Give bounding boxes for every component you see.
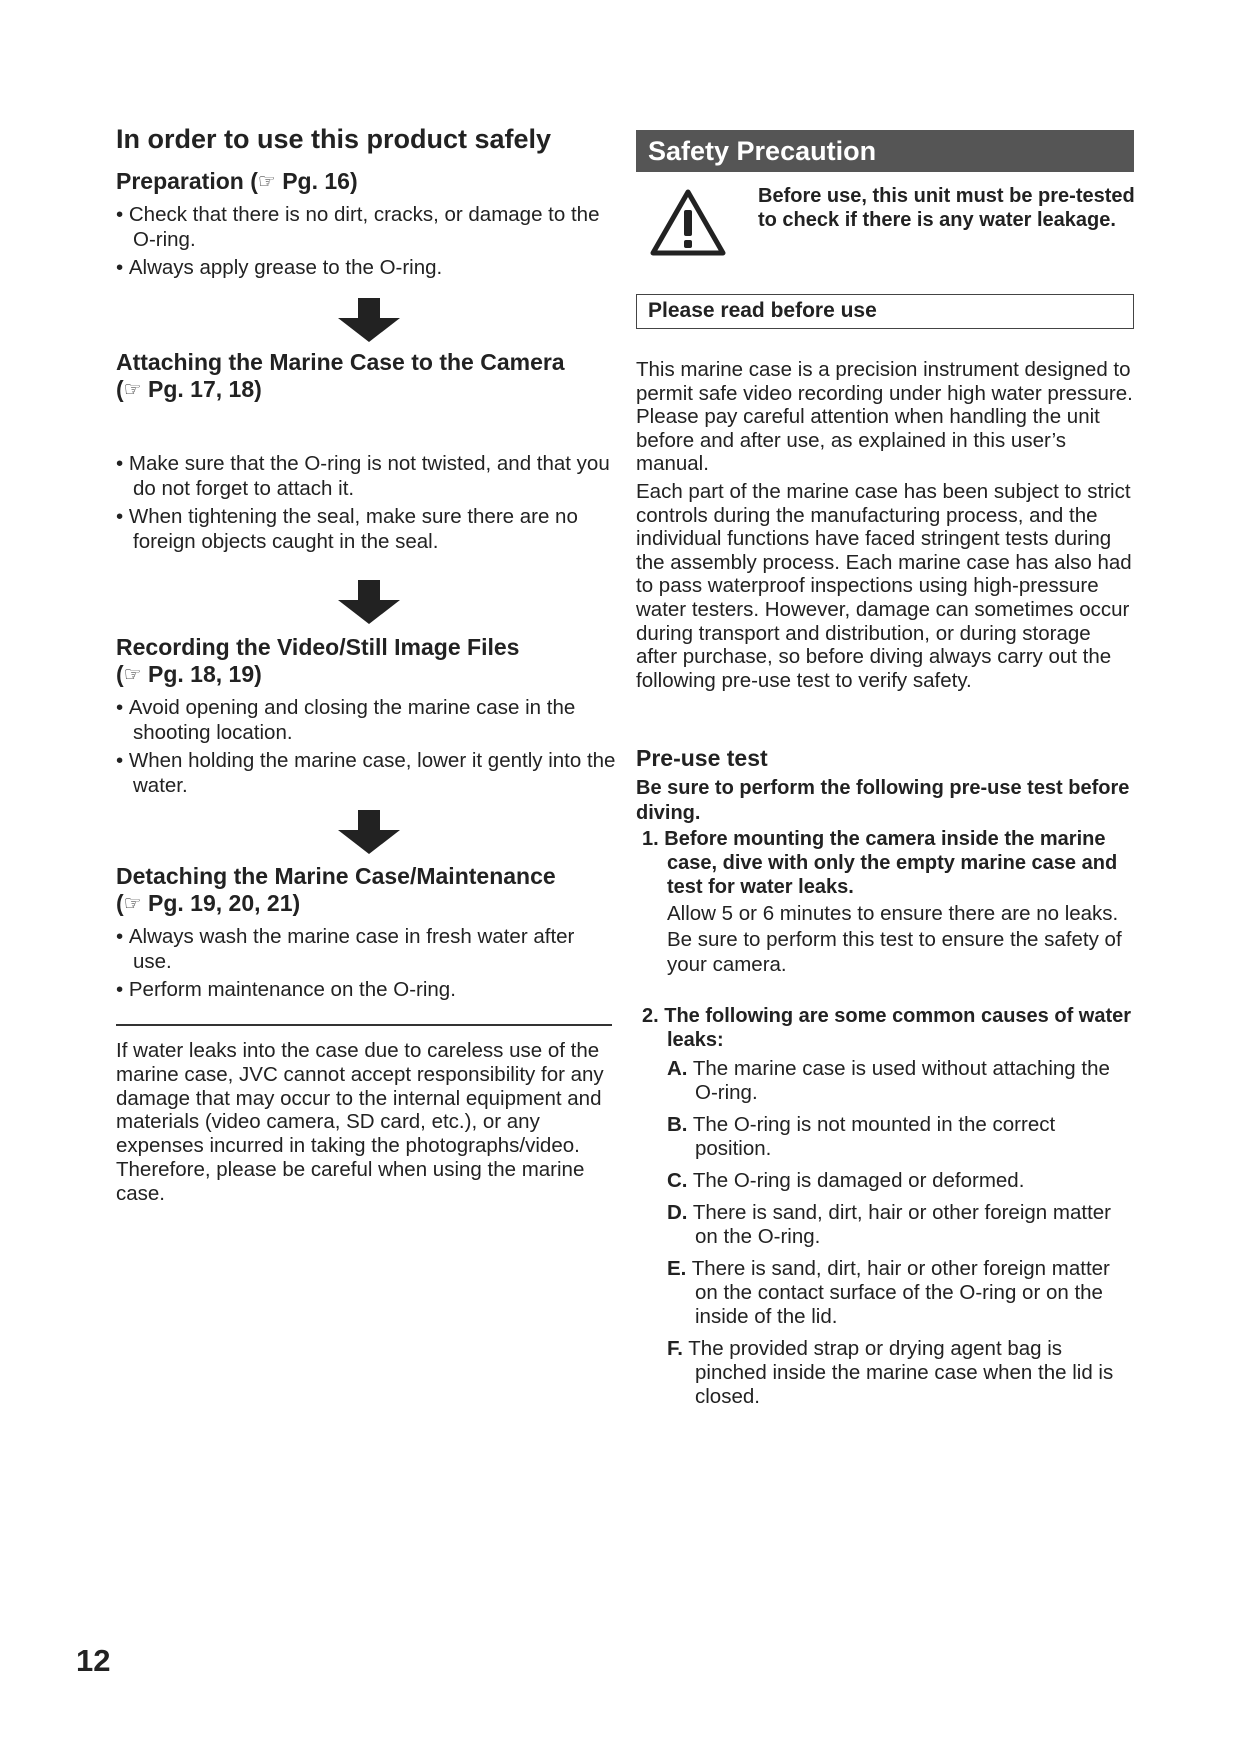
cause-text: There is sand, dirt, hair or other foreign matter on the contact surface of the O-ring or on the inside of the lid. bbox=[691, 1257, 1110, 1328]
numbered-item-head bbox=[642, 1004, 1134, 1052]
item-number: 2. bbox=[642, 1005, 659, 1027]
step-ref-line: (☞ Pg. 19, 20, 21) bbox=[116, 890, 301, 916]
numbered-item-body bbox=[642, 901, 1134, 977]
warning-text: Before use, this unit must be pre-tested to check if there is any water leakage. bbox=[758, 185, 1135, 231]
cause-letter: A. bbox=[667, 1057, 688, 1080]
down-arrow-icon bbox=[336, 298, 402, 342]
step-title: Preparation (☞ Pg. 16) bbox=[116, 168, 358, 194]
cause-text: The O-ring is damaged or deformed. bbox=[692, 1169, 1025, 1192]
cause-text: There is sand, dirt, hair or other foreign matter on the O-ring. bbox=[692, 1201, 1111, 1248]
intro-paragraph: This marine case is a precision instrument designed to permit safe video recording under high water pressure. Please pay careful attention when handling the unit before and after use, as explained in this user’s manual. bbox=[636, 358, 1133, 476]
item-head-text: The following are some common causes of water leaks: bbox=[664, 1005, 1132, 1051]
step-title bbox=[116, 863, 616, 890]
step-detaching bbox=[116, 863, 616, 1005]
down-arrow-icon bbox=[336, 580, 402, 624]
bullet-item: • Make sure that the O-ring is not twisted, and that you do not forget to attach it. bbox=[116, 451, 616, 501]
please-read-box: Please read before use bbox=[636, 294, 1134, 329]
cause-text: The provided strap or drying agent bag is pinched inside the marine case when the lid is closed. bbox=[688, 1337, 1114, 1408]
bullet-item: • Avoid opening and closing the marine case in the shooting location. bbox=[116, 695, 616, 745]
cause-text: The marine case is used without attaching the O-ring. bbox=[692, 1057, 1110, 1104]
bullet-item: • Always apply grease to the O-ring. bbox=[116, 255, 616, 280]
step-title bbox=[116, 634, 616, 661]
preuse-heading: Pre-use test bbox=[636, 745, 768, 771]
step-title-text: Preparation bbox=[116, 168, 244, 194]
step-ref-line: (☞ Pg. 17, 18) bbox=[116, 376, 262, 402]
item-number: 1. bbox=[642, 828, 659, 850]
cause-item bbox=[667, 1169, 1137, 1193]
numbered-item-2 bbox=[642, 1004, 1134, 1052]
cause-letter: E. bbox=[667, 1257, 687, 1280]
item-head-text: Before mounting the camera inside the marine case, dive with only the empty marine case and test for water leaks. bbox=[664, 828, 1118, 898]
step-ref: Pg. 18, 19 bbox=[148, 661, 255, 687]
cause-letter: C. bbox=[667, 1169, 688, 1192]
causes-list bbox=[667, 1057, 1137, 1417]
step-bullets bbox=[116, 451, 616, 554]
preuse-lead: Be sure to perform the following pre-use test before diving. bbox=[636, 777, 1130, 824]
cause-letter: B. bbox=[667, 1113, 688, 1136]
hand-pointer-icon: ☞ bbox=[257, 171, 276, 193]
step-ref: Pg. 16 bbox=[282, 168, 350, 194]
cause-text: The O-ring is not mounted in the correct position. bbox=[692, 1113, 1056, 1160]
hand-pointer-icon: ☞ bbox=[123, 664, 142, 686]
section-title: In order to use this product safely bbox=[116, 124, 552, 154]
intro-paragraph: Each part of the marine case has been subject to strict controls during the manufacturing process, and the individual functions have faced stringent tests during the assembly process. Each marine case has also had to pass waterproof inspections using high-pressure water testers. However, damage can sometimes occur during transport and distribution, or during storage after purchase, so before diving always carry out the following pre-use test to verify safety. bbox=[636, 479, 1132, 692]
step-attaching bbox=[116, 349, 616, 405]
cause-letter: D. bbox=[667, 1201, 688, 1224]
down-arrow-icon bbox=[336, 810, 402, 854]
step-recording bbox=[116, 634, 616, 801]
step-attaching-bullets bbox=[116, 451, 616, 557]
step-title bbox=[116, 349, 616, 376]
cause-item bbox=[667, 1201, 1137, 1249]
cause-letter: F. bbox=[667, 1337, 683, 1360]
safety-precaution-header: Safety Precaution bbox=[636, 130, 1134, 172]
step-title-text: Recording the Video/Still Image Files bbox=[116, 634, 520, 660]
divider bbox=[116, 1024, 612, 1026]
item-body-text: Be sure to perform this test to ensure the safety of your camera. bbox=[667, 928, 1122, 976]
disclaimer-text: If water leaks into the case due to careless use of the marine case, JVC cannot accept responsibility for any damage that may occur to the internal equipment and materials (video camera, SD card, etc.), or any expenses incurred in taking the photographs/video. Therefore, please be careful when using the marine case. bbox=[116, 1039, 604, 1205]
cause-item bbox=[667, 1113, 1137, 1161]
intro-text bbox=[636, 358, 1136, 696]
step-ref: Pg. 17, 18 bbox=[148, 376, 255, 402]
step-bullets bbox=[116, 924, 616, 1002]
step-title-text: Attaching the Marine Case to the Camera bbox=[116, 349, 565, 375]
cause-item bbox=[667, 1257, 1137, 1329]
numbered-item-1 bbox=[642, 827, 1134, 978]
step-ref: Pg. 19, 20, 21 bbox=[148, 890, 293, 916]
cause-item bbox=[667, 1337, 1137, 1409]
page-number: 12 bbox=[76, 1643, 111, 1678]
step-title-text: Detaching the Marine Case/Maintenance bbox=[116, 863, 556, 889]
numbered-item-head bbox=[642, 827, 1134, 899]
bullet-item: • When holding the marine case, lower it gently into the water. bbox=[116, 748, 616, 798]
hand-pointer-icon: ☞ bbox=[123, 379, 142, 401]
bullet-item: • When tightening the seal, make sure there are no foreign objects caught in the seal. bbox=[116, 504, 616, 554]
step-ref-line: (☞ Pg. 18, 19) bbox=[116, 661, 262, 687]
bullet-item: • Always wash the marine case in fresh water after use. bbox=[116, 924, 616, 974]
step-bullets bbox=[116, 202, 616, 280]
hand-pointer-icon: ☞ bbox=[123, 893, 142, 915]
step-preparation bbox=[116, 168, 616, 283]
item-body-text: Allow 5 or 6 minutes to ensure there are no leaks. bbox=[667, 902, 1119, 925]
step-bullets bbox=[116, 695, 616, 798]
bullet-item: • Check that there is no dirt, cracks, or damage to the O-ring. bbox=[116, 202, 616, 252]
cause-item bbox=[667, 1057, 1137, 1105]
warning-icon bbox=[650, 188, 726, 256]
bullet-item: • Perform maintenance on the O-ring. bbox=[116, 977, 616, 1002]
